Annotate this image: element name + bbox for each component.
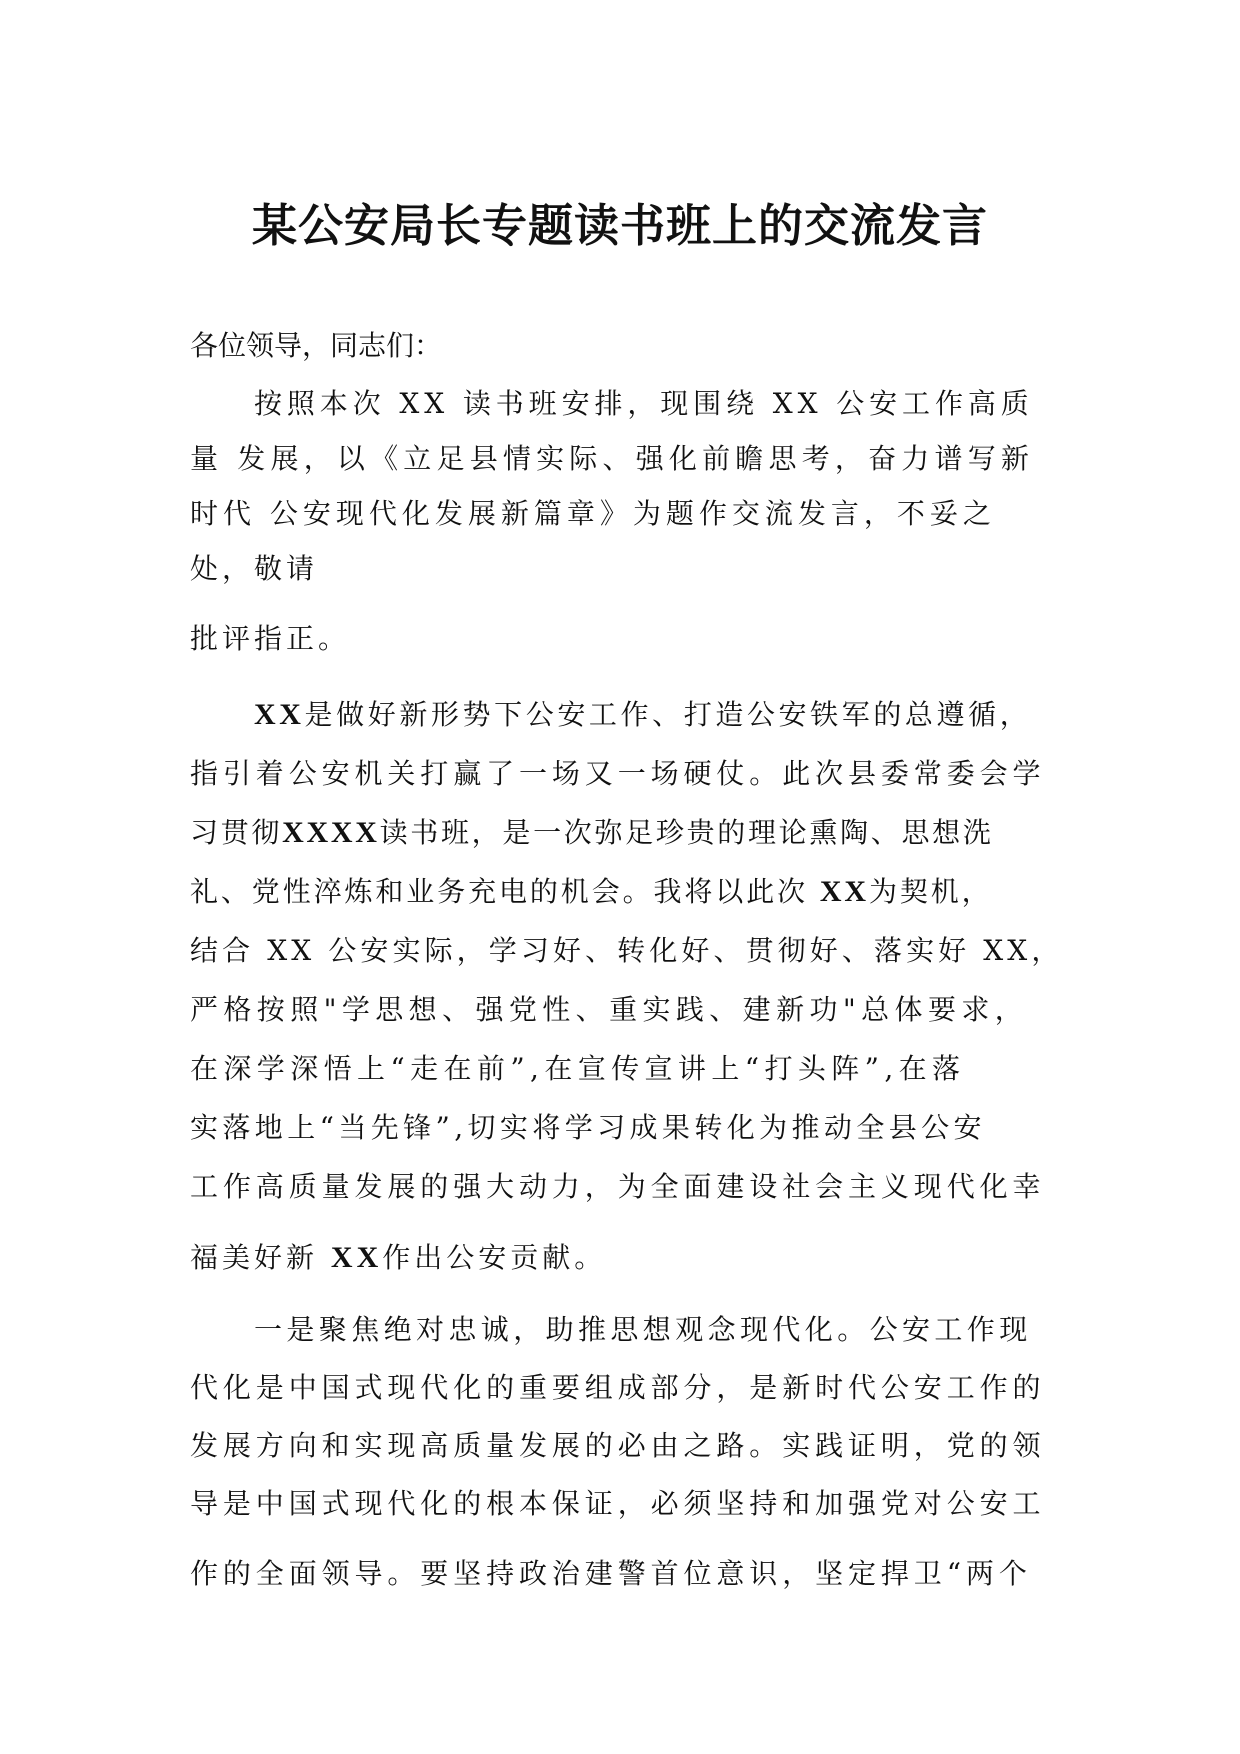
paragraph-line xyxy=(254,697,1074,733)
paragraph-line: 发展方向和实现高质量发展的必由之路。实践证明，党的领 xyxy=(190,1429,1046,1462)
paragraph-line xyxy=(190,874,1070,910)
paragraph-line: 一是聚焦绝对忠诚，助推思想观念现代化。公安工作现 xyxy=(254,1313,1032,1346)
emphasis-text: XX xyxy=(330,1241,383,1274)
emphasis-text: XX xyxy=(819,875,869,908)
document-title: 某公安局长专题读书班上的交流发言 xyxy=(251,199,988,252)
paragraph-line: 代化是中国式现代化的重要组成部分，是新时代公安工作的 xyxy=(190,1371,1046,1404)
paragraph-line: 按照本次 XX 读书班安排，现围绕 XX 公安工作高质 xyxy=(254,387,1034,420)
paragraph-text: 福美好新 xyxy=(190,1241,331,1274)
paragraph-line: 结合 XX 公安实际，学习好、转化好、贯彻好、落实好 XX， xyxy=(190,934,1064,967)
paragraph-line: 量 发展，以《立足县情实际、强化前瞻思考，奋力谱写新 xyxy=(190,442,1035,475)
paragraph-text: 习贯彻 xyxy=(190,816,283,849)
paragraph-text: 是做好新形势下公安工作、打造公安铁军的总遵循， xyxy=(304,698,1032,731)
paragraph-text: 读书班，是一次弥足珍贵的理论熏陶、思想洗 xyxy=(379,816,994,849)
paragraph-line: 指引着公安机关打赢了一场又一场硬仗。此次县委常委会学 xyxy=(190,757,1046,790)
paragraph-text: 为契机， xyxy=(868,875,993,908)
paragraph-line: 批评指正。 xyxy=(190,622,351,655)
paragraph-line xyxy=(190,1240,690,1276)
paragraph-line: 严格按照"学思想、强党性、重实践、建新功"总体要求， xyxy=(190,993,1029,1026)
paragraph-line: 处，敬请 xyxy=(190,552,319,585)
salutation: 各位领导，同志们： xyxy=(190,329,443,362)
paragraph-text: 作出公安贡献。 xyxy=(382,1241,607,1274)
paragraph-line: 作的全面领导。要坚持政治建警首位意识，坚定捍卫“两个 xyxy=(190,1557,1032,1590)
paragraph-line xyxy=(190,815,1070,851)
paragraph-line: 导是中国式现代化的根本保证，必须坚持和加强党对公安工 xyxy=(190,1487,1046,1520)
paragraph-line: 实落地上“当先锋”,切实将学习成果转化为推动全县公安 xyxy=(190,1111,986,1144)
paragraph-line: 在深学深悟上“走在前”,在宣传宣讲上“打头阵”,在落 xyxy=(190,1052,966,1085)
emphasis-text: XXXX xyxy=(282,816,380,849)
paragraph-line: 工作高质量发展的强大动力，为全面建设社会主义现代化幸 xyxy=(190,1170,1046,1203)
paragraph-line: 时代 公安现代化发展新篇章》为题作交流发言，不妥之 xyxy=(190,497,996,530)
emphasis-text: XX xyxy=(254,698,305,731)
paragraph-text: 礼、党性淬炼和业务充电的机会。我将以此次 xyxy=(190,875,820,908)
